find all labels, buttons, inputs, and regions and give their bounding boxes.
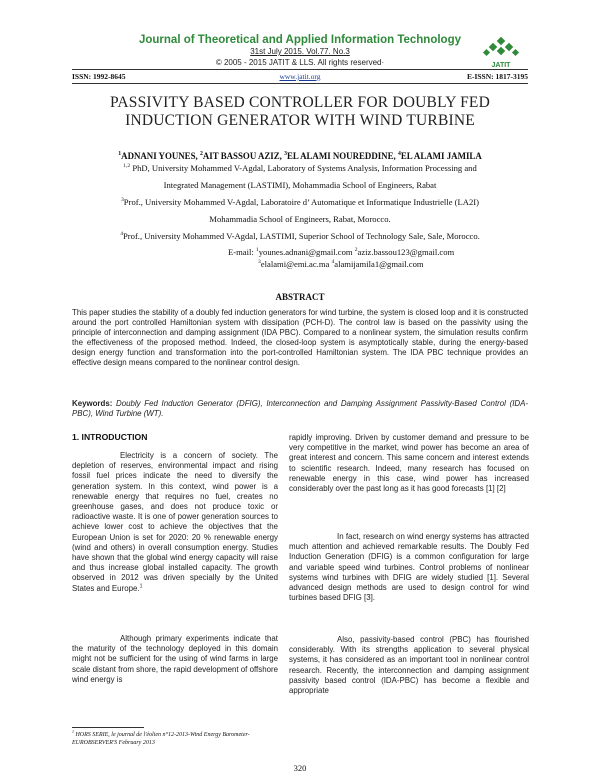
issn-text: ISSN: 1992-8645 (72, 72, 126, 81)
journal-name: Journal of Theoretical and Applied Information Technology (138, 34, 462, 46)
keywords (72, 399, 528, 419)
section-heading-introduction: 1. INTRODUCTION (72, 432, 148, 442)
email-2-sup: 2 (354, 247, 358, 254)
page-number: 320 (293, 763, 307, 773)
email-3-sup: 3 (258, 259, 261, 266)
paper-title (72, 94, 528, 130)
affiliation-3-line-1 (72, 197, 528, 207)
author-2: AIT BASSOU AZIZ, (202, 151, 285, 161)
right-paragraph-1: rapidly improving. Driven by customer demand and pressure to be very competitive in the market, wind power has become an area of great interest and concern. This same concern and interest extends to scientific research. Indeed, many research has focused on renewable energy in this case, wind power has increased considerably over the past long as it has good forecasts [1] [2] (289, 433, 529, 494)
eissn-text: E-ISSN: 1817-3195 (466, 72, 528, 81)
affiliation-4-text: Prof., University Mohammed V-Agdal, LASTIMI, Superior School of Technology Sale, Sale, Morocco. (123, 231, 480, 241)
email-1[interactable]: younes.adnani@gmail.com (258, 247, 355, 257)
author-4: EL ALAMI JAMILA (400, 151, 482, 161)
copyright: © 2005 - 2015 JATIT & LLS. All rights reserved· (215, 58, 385, 67)
email-line-2 (258, 259, 424, 269)
author-1-sup: 1 (118, 151, 122, 158)
affiliation-1-sup: 1,2 (123, 163, 131, 170)
author-1: ADNANI YOUNES, (121, 151, 200, 161)
affiliation-1-line-2: Integrated Management (LASTIMI), Mohammadia School of Engineers, Rabat (163, 180, 437, 190)
footnote-rule (72, 727, 144, 728)
email-2[interactable]: aziz.bassou123@gmail.com (357, 247, 455, 257)
jatit-logo (481, 36, 521, 70)
right-paragraph-2: In fact, research on wind energy systems has attracted much attention and achieved remarkable results. The Doubly Fed Induction Generation (DFIG) is a common configuration for large and variable speed wind turbines. Control problems of nonlinear systems wind turbines with DFIG are widely studied [1]. Several advanced design methods are used to design control for wind turbines based DFIG [3]. (289, 532, 529, 603)
header-rule-bottom (72, 83, 528, 84)
email-line-1 (228, 247, 454, 257)
right-paragraph-3: Also, passivity-based control (PBC) has flourished considerably. With its strengths application to several physical systems, it has considered as an important tool in nonlinear control research. Recently, the interconnection and damping assignment passivity based control (IDA-PBC) has become a flexible and appropriate (289, 635, 529, 696)
author-3: EL ALAMI NOUREDDINE, (287, 151, 398, 161)
abstract-heading: ABSTRACT (275, 292, 325, 302)
author-4-sup: 4 (397, 151, 401, 158)
left-paragraph-1 (72, 451, 278, 594)
left-paragraph-1-text: Electricity is a concern of society. The depletion of reserves, environmental impact and rising fossil fuel prices indicate the need to diversify the generation system. In this context, wind power is a renewable energy that requires no fuel, creates no greenhouse gases, and does not produce toxic or radioactive waste. It is one of power generation sources to achieve lower cost to achieve the objectives that the European Union is set for 2020: 20 % renewable energy (wind and others) in overall consumption energy. Studies have shown that the global wind energy capacity will raise and thus increase global installed capacity. The growth observed in 2012 was driven specially by the United States and Europe. (72, 451, 278, 593)
footnote-ref[interactable]: 1 (139, 583, 143, 590)
email-1-sup: 1 (255, 247, 259, 254)
title-line-1: PASSIVITY BASED CONTROLLER FOR DOUBLY FED (110, 94, 490, 111)
header-rule-top (72, 69, 528, 70)
affiliation-4-sup: 4 (120, 231, 123, 238)
email-4[interactable]: alamijamila1@gmail.com (334, 259, 424, 269)
footnote (72, 731, 278, 747)
title-line-2: INDUCTION GENERATOR WITH WIND TURBINE (125, 112, 475, 129)
left-paragraph-2: Although primary experiments indicate that the maturity of the technology deployed in this domain might not be sufficient for the using of wind farms in large scale distant from shore, the rapid development of offshore wind energy is (72, 634, 278, 684)
affiliation-4-line-1 (72, 231, 528, 241)
authors (72, 151, 528, 161)
author-3-sup: 3 (284, 151, 287, 158)
logo-text: JATIT (491, 62, 511, 69)
footnote-text: HORS SERIE, le journal de l'éolien n°12-2013-Wind Energy Barometer-EUROBSERVER'S February 2013 (72, 732, 250, 746)
email-4-sup: 4 (331, 259, 335, 266)
affiliation-1-line-1 (72, 163, 528, 173)
journal-url-link[interactable]: www.jatit.org (279, 72, 321, 81)
author-2-sup: 2 (199, 151, 203, 158)
email-3[interactable]: elalami@emi.ac.ma (260, 259, 332, 269)
affiliation-1-text: PhD, University Mohammed V-Agdal, Laboratory of Systems Analysis, Information Processing and (130, 163, 477, 173)
footnote-sup: 1 (72, 730, 74, 734)
keywords-text: Doubly Fed Induction Generator (DFIG), Interconnection and Damping Assignment Passivity-Based Control (IDA-PBC), Wind Turbine (WT). (72, 399, 528, 419)
affiliation-3-sup: 3 (121, 197, 124, 204)
issue-info: 31st July 2015. Vol.77. No.3 (250, 47, 350, 56)
affiliation-3-text: Prof., University Mohammed V-Agdal, Laboratoire d’ Automatique et Informatique Industrielle (LA2I) (123, 197, 479, 207)
eissn (467, 72, 528, 81)
affiliation-3-line-2: Mohammadia School of Engineers, Rabat, Morocco. (209, 214, 391, 224)
keywords-label: Keywords: (72, 399, 117, 408)
abstract-text: This paper studies the stability of a doubly fed induction generators for wind turbine, the system is closed loop and it is constructed around the port controlled Hamiltonian system with dissipation (PCH-D). The control law is based on the passivity using the principle of interconnection and damping assignment (IDA PBC). Compared to a nonlinear system, the simulation results confirm the effectiveness of the proposed method. Indeed, the closed-loop system is asymptotically stable, during the energy-based design energy function and transformation into the port-controlled Hamiltonian system. The IDA PBC technique provides an effective design means compared to the nonlinear control design. (72, 308, 528, 368)
email-label: E-mail: (228, 247, 256, 257)
jatit-logo-icon (481, 36, 521, 70)
